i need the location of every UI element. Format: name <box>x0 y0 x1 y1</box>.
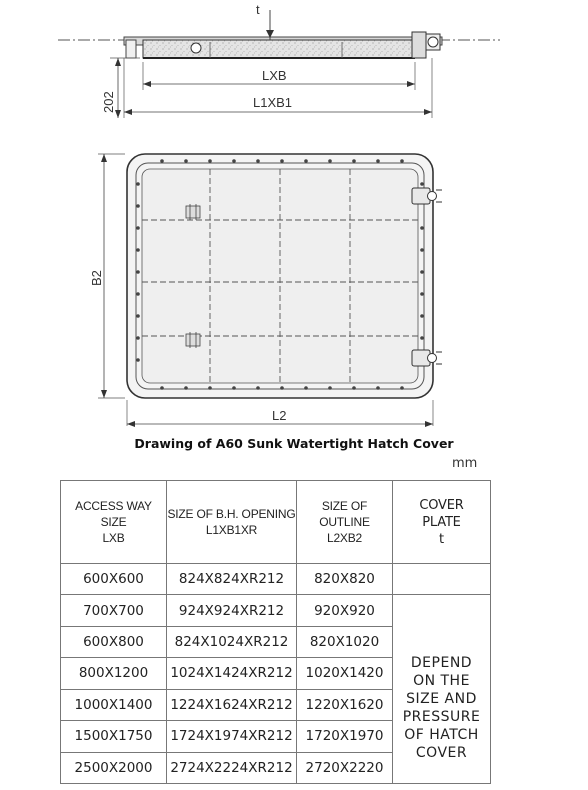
cell-opening: 1224X1624XR212 <box>167 689 297 720</box>
hatch-size-table <box>60 480 491 784</box>
outline-width-label: B2 <box>89 270 104 286</box>
header-outline-size: SIZE OF OUTLINE L2XB2 <box>297 481 393 564</box>
header-access-way-size: ACCESS WAY SIZE LXB <box>61 481 167 564</box>
cell-access-way: 600X600 <box>61 564 167 595</box>
cell-outline: 920X920 <box>297 595 393 626</box>
cell-opening: 924X924XR212 <box>167 595 297 626</box>
cell-outline: 1220X1620 <box>297 689 393 720</box>
table-header-row <box>61 481 491 564</box>
table-row <box>61 564 491 595</box>
table-row <box>61 595 491 626</box>
cell-access-way: 2500X2000 <box>61 752 167 783</box>
cell-opening: 824X824XR212 <box>167 564 297 595</box>
plan-view <box>98 154 442 427</box>
access-way-dimension-label: LXB <box>262 68 287 83</box>
units-label: mm <box>452 456 478 471</box>
cell-cover-blank <box>393 564 491 595</box>
cell-outline: 2720X2220 <box>297 752 393 783</box>
cell-outline: 820X1020 <box>297 626 393 657</box>
cell-opening: 1024X1424XR212 <box>167 658 297 689</box>
cover-plate-note: DEPEND ON THE SIZE AND PRESSURE OF HATCH COVER <box>393 595 491 784</box>
hinge-upper <box>412 188 442 204</box>
header-bh-opening-size: SIZE OF B.H. OPENING L1XB1XR <box>167 481 297 564</box>
height-dimension-label: 202 <box>101 91 116 113</box>
cell-access-way: 1000X1400 <box>61 689 167 720</box>
dog-latch-upper <box>186 204 200 220</box>
outline-length-label: L2 <box>272 408 287 423</box>
cell-outline: 1720X1970 <box>297 721 393 752</box>
cell-outline: 1020X1420 <box>297 658 393 689</box>
hinge-lower <box>412 350 442 366</box>
cell-opening: 2724X2224XR212 <box>167 752 297 783</box>
cell-access-way: 700X700 <box>61 595 167 626</box>
cell-access-way: 600X800 <box>61 626 167 657</box>
drawing-caption: Drawing of A60 Sunk Watertight Hatch Cover <box>134 436 454 451</box>
cell-access-way: 800X1200 <box>61 658 167 689</box>
cell-opening: 1724X1974XR212 <box>167 721 297 752</box>
cell-access-way: 1500X1750 <box>61 721 167 752</box>
cell-outline: 820X820 <box>297 564 393 595</box>
dog-latch-lower <box>186 332 200 348</box>
opening-dimension-label: L1XB1 <box>253 95 293 110</box>
cell-opening: 824X1024XR212 <box>167 626 297 657</box>
thickness-label: t <box>256 2 260 17</box>
header-cover-plate: COVER PLATE t <box>393 481 491 564</box>
